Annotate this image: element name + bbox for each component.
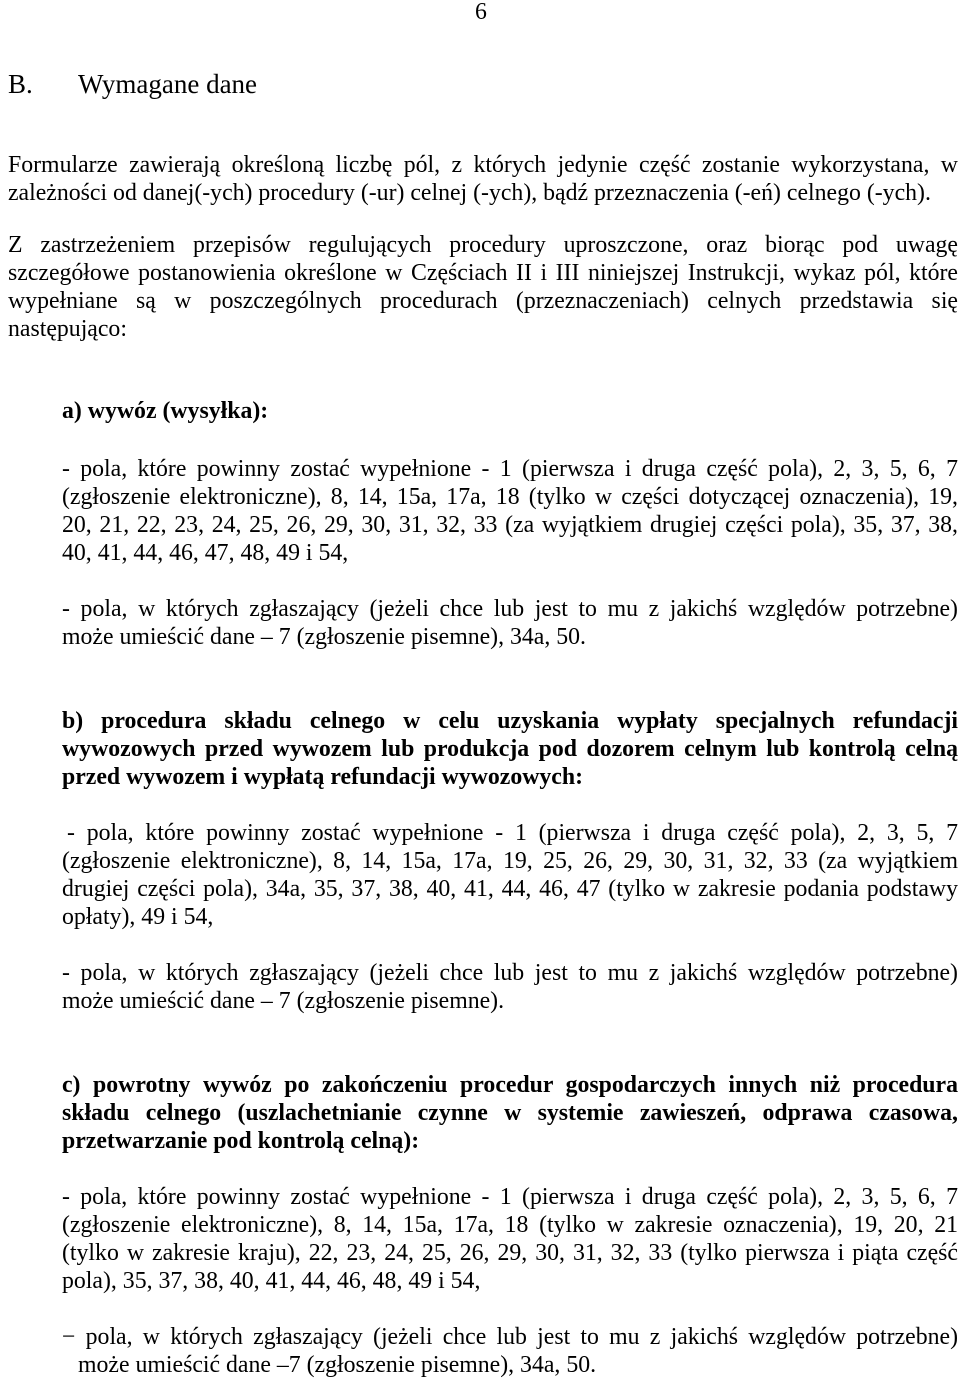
procedure-a-required-fields [62,455,958,567]
procedure-c-required-fields [62,1183,958,1295]
procedure-a-heading [62,397,958,425]
list-line: 40, 41, 44, 46, 47, 48, 49 i 54, [62,540,349,566]
heading-line: wywozowych przed wywozem lub produkcja pod dozorem celnym lub kontrolą celną [62,736,958,762]
section-title: Wymagane dane [78,69,258,99]
list-line: - pola, w których zgłaszający (jeżeli chce lub jest to mu z jakichś względów potrzebne) [62,960,958,986]
procedure-b-heading [62,707,958,791]
heading-line: przetwarzanie pod kontrolą celną): [62,1128,420,1154]
list-line: może umieścić dane –7 (zgłoszenie pisemne), 34a, 50. [78,1352,597,1378]
procedure-c-optional-fields [62,1323,958,1379]
list-line: pola), 35, 37, 38, 40, 41, 44, 46, 48, 49 i 54, [62,1268,481,1294]
procedure-c-heading [62,1071,958,1155]
paragraph-line: następująco: [8,316,127,342]
list-line: - pola, które powinny zostać wypełnione - 1 (pierwsza i druga część pola), 2, 3, 5, 6, 7 [62,456,958,482]
heading-line: b) procedura składu celnego w celu uzyskania wypłaty specjalnych refundacji [62,708,958,734]
list-line: − pola, w których zgłaszający (jeżeli chce lub jest to mu z jakichś względów potrzebne) [62,1324,958,1350]
list-line: - pola, które powinny zostać wypełnione - 1 (pierwsza i druga część pola), 2, 3, 5, 7 [67,820,958,846]
page-number: 6 [475,0,487,25]
paragraph-line: wypełniane są w poszczególnych procedurach (przeznaczeniach) celnych przedstawia się [8,288,958,314]
procedure-b-optional-fields [62,959,958,1015]
list-line: (zgłoszenie elektroniczne), 8, 14, 15a, 17a, 18 (tylko w części dotyczącej oznaczenia), 19, [62,484,958,510]
paragraph-line: Formularze zawierają określoną liczbę pól, z których jedynie część zostanie wykorzystana, w [8,152,958,178]
intro-paragraph-1 [8,151,958,207]
list-line: (zgłoszenie elektroniczne), 8, 14, 15a, 17a, 18 (tylko w zakresie oznaczenia), 19, 20, 21 [62,1212,958,1238]
procedure-b-required-fields [62,819,958,931]
heading-line: przed wywozem i wypłatą refundacji wywozowych: [62,764,584,790]
paragraph-line: Z zastrzeżeniem przepisów regulujących procedury uproszczone, oraz biorąc pod uwagę [8,232,958,258]
list-line: może umieścić dane – 7 (zgłoszenie pisemne). [62,988,505,1014]
procedure-a-optional-fields [62,595,958,651]
heading-line: c) powrotny wywóz po zakończeniu procedur gospodarczych innych niż procedura [62,1072,958,1098]
list-line: może umieścić dane – 7 (zgłoszenie pisemne), 34a, 50. [62,624,587,650]
list-line: 20, 21, 22, 23, 24, 25, 26, 29, 30, 31, 32, 33 (za wyjątkiem drugiej części pola), 35, 37, 38, [62,512,958,538]
intro-paragraph-2 [8,231,958,343]
heading-line: a) wywóz (wysyłka): [62,398,269,424]
paragraph-line: szczegółowe postanowienia określone w Częściach II i III niniejszej Instrukcji, wykaz pól, które [8,260,958,286]
section-letter: B. [8,69,33,99]
list-line: drugiej części pola), 34a, 35, 37, 38, 40, 41, 44, 46, 47 (tylko w zakresie podania podstawy [62,876,958,902]
paragraph-line: zależności od danej(-ych) procedury (-ur) celnej (-ych), bądź przeznaczenia (-eń) celnego (-ych). [8,180,931,206]
list-line: (zgłoszenie elektroniczne), 8, 14, 15a, 17a, 19, 25, 26, 29, 30, 31, 32, 33 (za wyjątkiem [62,848,958,874]
list-line: - pola, które powinny zostać wypełnione - 1 (pierwsza i druga część pola), 2, 3, 5, 6, 7 [62,1184,958,1210]
section-heading [0,68,960,100]
list-line: opłaty), 49 i 54, [62,904,214,930]
list-line: - pola, w których zgłaszający (jeżeli chce lub jest to mu z jakichś względów potrzebne) [62,596,958,622]
heading-line: składu celnego (uszlachetnianie czynne w systemie zawieszeń, odprawa czasowa, [62,1100,958,1126]
list-line: (tylko w zakresie kraju), 22, 23, 24, 25, 26, 29, 30, 31, 32, 33 (tylko pierwsza i piąta część [62,1240,958,1266]
